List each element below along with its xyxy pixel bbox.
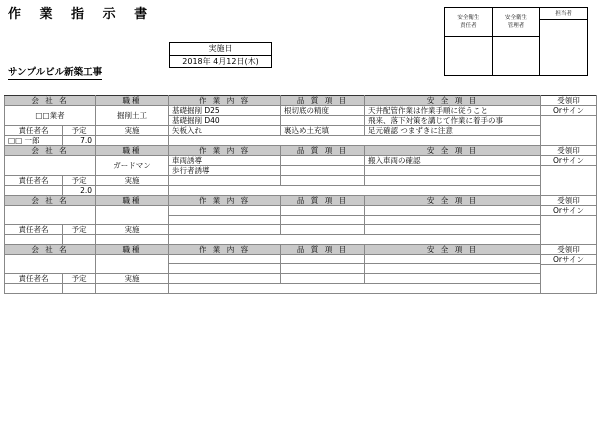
header-trade: 職種 (96, 96, 169, 106)
header-trade: 職種 (96, 244, 169, 254)
work-content-cell[interactable] (169, 273, 281, 283)
safety-item-cell[interactable]: 足元確認 つまずきに注意 (365, 126, 541, 136)
planned-value[interactable] (63, 235, 96, 245)
planned-label: 予定 (63, 273, 96, 283)
actual-value[interactable] (96, 186, 169, 196)
safety-item-cell[interactable] (365, 166, 541, 176)
responsible-label: 責任者名 (5, 225, 63, 235)
section-header-row (5, 196, 597, 206)
work-content-cell[interactable]: 矢板入れ (169, 126, 281, 136)
receipt-stamp-area[interactable] (541, 116, 597, 146)
header-quality: 品 質 項 目 (281, 196, 365, 206)
responsible-label: 責任者名 (5, 126, 63, 136)
responsible-name[interactable] (5, 186, 63, 196)
actual-label: 実施 (96, 126, 169, 136)
company-cell[interactable] (5, 254, 96, 273)
actual-label: 実施 (96, 273, 169, 283)
header-receipt: 受領印 (541, 146, 597, 156)
responsible-name[interactable]: □□ 一郎 (5, 136, 63, 146)
header-receipt: 受領印 (541, 96, 597, 106)
header-work: 作 業 内 容 (169, 146, 281, 156)
blank-cell (169, 235, 541, 245)
safety-item-cell[interactable] (365, 176, 541, 186)
header-receipt: 受領印 (541, 196, 597, 206)
project-name: サンプルビル新築工事 (8, 67, 103, 78)
responsible-label: 責任者名 (5, 273, 63, 283)
sign-label[interactable]: Orサイン (541, 156, 597, 166)
company-cell[interactable] (5, 156, 96, 176)
work-content-cell[interactable]: 車両誘導 (169, 156, 281, 166)
safety-item-cell[interactable] (365, 206, 541, 216)
approval-column (493, 8, 541, 75)
header-company: 会 社 名 (5, 244, 96, 254)
actual-value[interactable] (96, 235, 169, 245)
stamp-area[interactable] (540, 20, 587, 75)
quality-item-cell[interactable] (281, 156, 365, 166)
safety-item-cell[interactable] (365, 264, 541, 274)
header-safety: 安 全 項 目 (365, 244, 541, 254)
responsible-name[interactable] (5, 235, 63, 245)
company-cell[interactable]: □□業者 (5, 106, 96, 126)
quality-item-cell[interactable]: 根切底の精度 (281, 106, 365, 116)
quality-item-cell[interactable] (281, 176, 365, 186)
actual-label: 実施 (96, 176, 169, 186)
quality-item-cell[interactable] (281, 264, 365, 274)
header-quality: 品 質 項 目 (281, 244, 365, 254)
quality-item-cell[interactable] (281, 206, 365, 216)
section-header-row (5, 96, 597, 106)
header-trade: 職種 (96, 196, 169, 206)
work-content-cell[interactable] (169, 215, 281, 225)
stamp-area[interactable] (493, 37, 540, 75)
safety-item-cell[interactable]: 搬入車両の確認 (365, 156, 541, 166)
work-instruction-table (4, 95, 597, 294)
planned-value[interactable] (63, 283, 96, 293)
approval-column (445, 8, 493, 75)
work-content-cell[interactable]: 歩行者誘導 (169, 166, 281, 176)
responsible-name[interactable] (5, 283, 63, 293)
trade-cell[interactable]: 掘削土工 (96, 106, 169, 126)
execution-date-box (169, 42, 272, 68)
header-receipt: 受領印 (541, 244, 597, 254)
header-trade: 職種 (96, 146, 169, 156)
quality-item-cell[interactable] (281, 116, 365, 126)
header-quality: 品 質 項 目 (281, 146, 365, 156)
approval-label: 担当者 (540, 8, 587, 20)
quality-item-cell[interactable] (281, 215, 365, 225)
approval-label: 安全衛生 責任者 (445, 8, 492, 37)
header-safety: 安 全 項 目 (365, 96, 541, 106)
work-content-cell[interactable] (169, 254, 281, 264)
trade-cell[interactable] (96, 206, 169, 225)
trade-cell[interactable] (96, 254, 169, 273)
execution-date-label: 実施日 (170, 43, 271, 56)
receipt-stamp-area[interactable] (541, 264, 597, 293)
sign-label[interactable]: Orサイン (541, 206, 597, 216)
blank-cell (169, 186, 541, 196)
header-company: 会 社 名 (5, 146, 96, 156)
header-work: 作 業 内 容 (169, 196, 281, 206)
approval-label: 安全衛生 管理者 (493, 8, 540, 37)
receipt-stamp-area[interactable] (541, 216, 597, 245)
trade-cell[interactable]: ガードマン (96, 156, 169, 176)
header-work: 作 業 内 容 (169, 244, 281, 254)
company-cell[interactable] (5, 206, 96, 225)
document-title: 作 業 指 示 書 (8, 7, 155, 22)
safety-item-cell[interactable] (365, 273, 541, 283)
safety-item-cell[interactable] (365, 225, 541, 235)
work-content-cell[interactable] (169, 206, 281, 216)
quality-item-cell[interactable] (281, 273, 365, 283)
header-company: 会 社 名 (5, 96, 96, 106)
planned-label: 予定 (63, 176, 96, 186)
header-safety: 安 全 項 目 (365, 146, 541, 156)
work-content-cell[interactable] (169, 264, 281, 274)
blank-cell (169, 283, 541, 293)
planned-value[interactable]: 2.0 (63, 186, 96, 196)
safety-item-cell[interactable]: 飛来、落下対策を講じて作業に着手の事 (365, 116, 541, 126)
approval-column (540, 8, 587, 75)
approval-stamp-box (444, 7, 588, 76)
planned-value[interactable]: 7.0 (63, 136, 96, 146)
quality-item-cell[interactable]: 裏込め土充填 (281, 126, 365, 136)
header-company: 会 社 名 (5, 196, 96, 206)
sign-label[interactable]: Orサイン (541, 254, 597, 264)
stamp-area[interactable] (445, 37, 492, 75)
work-content-cell[interactable] (169, 176, 281, 186)
quality-item-cell[interactable] (281, 254, 365, 264)
actual-value[interactable] (96, 283, 169, 293)
section-header-row (5, 146, 597, 156)
responsible-label: 責任者名 (5, 176, 63, 186)
section-header-row (5, 244, 597, 254)
planned-label: 予定 (63, 126, 96, 136)
work-content-cell[interactable]: 基礎掘削 D40 (169, 116, 281, 126)
actual-value[interactable] (96, 136, 169, 146)
header-work: 作 業 内 容 (169, 96, 281, 106)
actual-label: 実施 (96, 225, 169, 235)
sign-label[interactable]: Orサイン (541, 106, 597, 116)
execution-date-value[interactable]: 2018年 4月12日(木) (182, 57, 259, 66)
work-content-cell[interactable] (169, 225, 281, 235)
safety-item-cell[interactable] (365, 254, 541, 264)
receipt-stamp-area[interactable] (541, 166, 597, 196)
planned-label: 予定 (63, 225, 96, 235)
blank-cell (169, 136, 541, 146)
header-safety: 安 全 項 目 (365, 196, 541, 206)
safety-item-cell[interactable] (365, 215, 541, 225)
safety-item-cell[interactable]: 天井配管作業は作業手順に従うこと (365, 106, 541, 116)
work-content-cell[interactable]: 基礎掘削 D25 (169, 106, 281, 116)
quality-item-cell[interactable] (281, 225, 365, 235)
header-quality: 品 質 項 目 (281, 96, 365, 106)
quality-item-cell[interactable] (281, 166, 365, 176)
